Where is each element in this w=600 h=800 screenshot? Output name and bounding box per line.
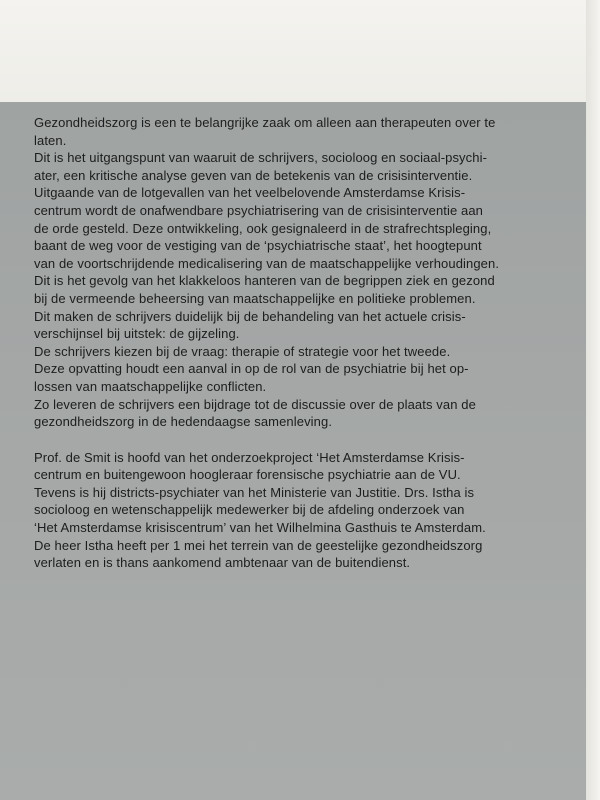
blurb-paragraph-summary (34, 114, 534, 431)
text-line: Dit maken de schrijvers duidelijk bij de behandeling van het actuele crisis- (34, 308, 466, 324)
text-line: ater, een kritische analyse geven van de betekenis van de crisisinterventie. (34, 167, 473, 183)
text-line: de orde gesteld. Deze ontwikkeling, ook gesignaleerd in de strafrechtspleging, (34, 220, 492, 236)
background-paper (0, 0, 600, 104)
paragraph-gap (34, 431, 534, 449)
text-line: ‘Het Amsterdamse krisiscentrum’ van het Wilhelmina Gasthuis te Amsterdam. (34, 520, 486, 536)
page-edge (586, 0, 600, 800)
text-line: Deze opvatting houdt een aanval in op de rol van de psychiatrie bij het op- (34, 361, 469, 377)
text-line: gezondheidszorg in de hedendaagse samenleving. (34, 414, 333, 430)
text-line: Uitgaande van de lotgevallen van het veelbelovende Amsterdamse Krisis- (34, 185, 466, 201)
text-line: baant de weg voor de vestiging van de ‘psychiatrische staat’, het hoogtepunt (34, 238, 482, 254)
blurb-text (34, 114, 534, 572)
text-line: Dit is het uitgangspunt van waaruit de schrijvers, socioloog en sociaal-psychi- (34, 150, 488, 166)
text-line: socioloog en wetenschappelijk medewerker bij de afdeling onderzoek van (34, 502, 465, 518)
text-line: Gezondheidszorg is een te belangrijke zaak om alleen aan therapeuten over te (34, 115, 496, 130)
text-line: lossen van maatschappelijke conflicten. (34, 378, 267, 394)
text-line: van de voortschrijdende medicalisering van de maatschappelijke verhoudingen. (34, 255, 500, 271)
text-line: De heer Istha heeft per 1 mei het terrein van de geestelijke gezondheidszorg (34, 537, 483, 553)
text-line: bij de vermeende beheersing van maatschappelijke en politieke problemen. (34, 290, 476, 306)
text-line: Prof. de Smit is hoofd van het onderzoekproject ‘Het Amsterdamse Krisis- (34, 449, 465, 465)
text-line: verschijnsel bij uitstek: de gijzeling. (34, 326, 240, 342)
text-line: centrum en buitengewoon hoogleraar forensische psychiatrie aan de VU. (34, 467, 461, 483)
text-line: centrum wordt de onafwendbare psychiatrisering van de crisisinterventie aan (34, 202, 484, 218)
text-line: laten. (34, 132, 67, 148)
text-line: Dit is het gevolg van het klakkeloos hanteren van de begrippen ziek en gezond (34, 273, 495, 289)
text-line: Tevens is hij districts-psychiater van het Ministerie van Justitie. Drs. Istha is (34, 484, 475, 500)
text-line: Zo leveren de schrijvers een bijdrage tot de discussie over de plaats van de (34, 396, 476, 412)
text-line: verlaten en is thans aankomend ambtenaar van de buitendienst. (34, 555, 411, 571)
blurb-paragraph-authors (34, 449, 534, 572)
text-line: De schrijvers kiezen bij de vraag: therapie of strategie voor het tweede. (34, 343, 451, 359)
